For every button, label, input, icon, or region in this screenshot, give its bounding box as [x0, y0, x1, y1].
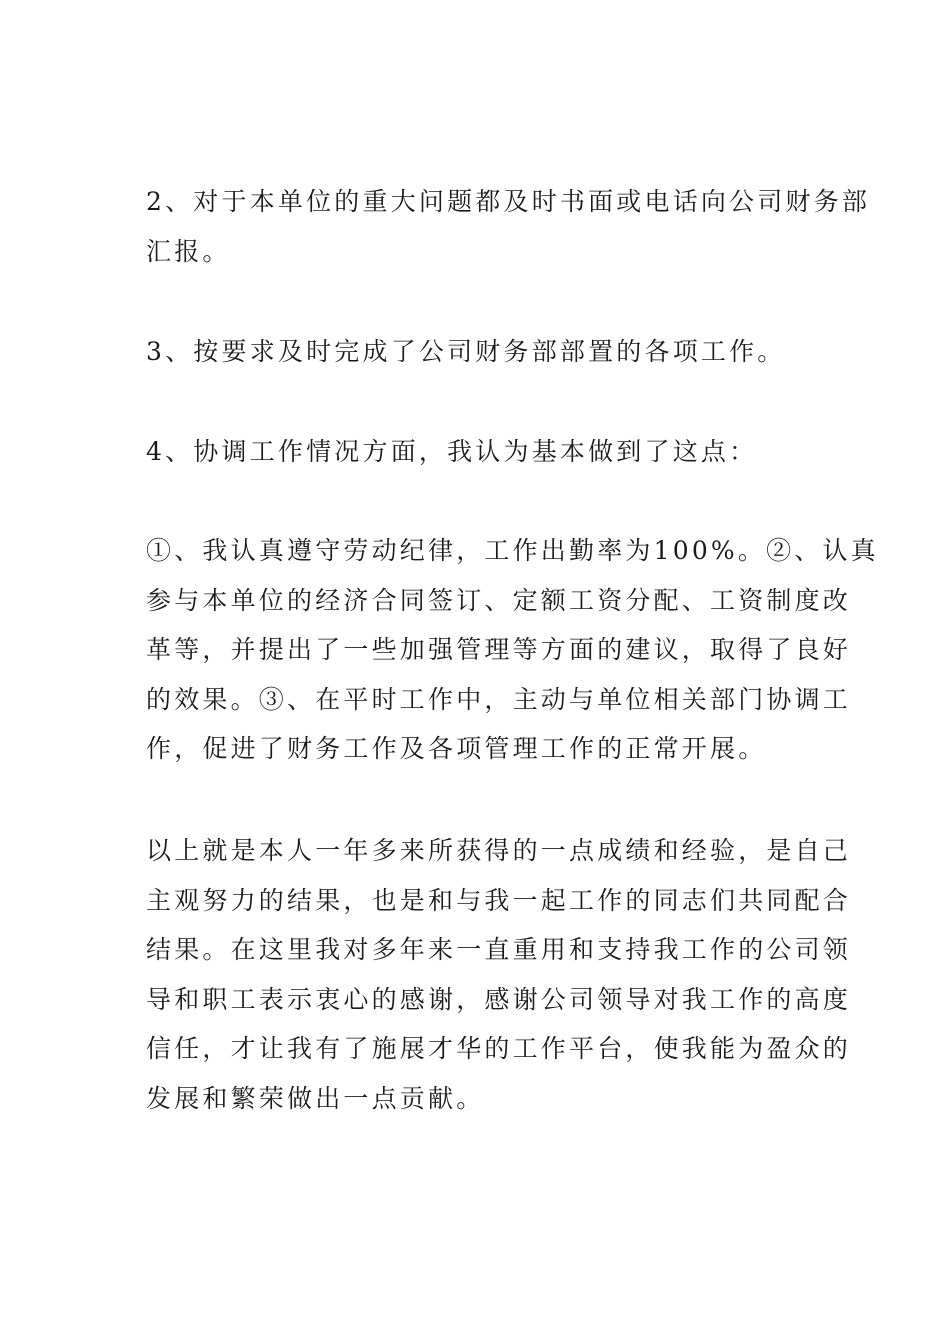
paragraph-line: 2、对于本单位的重大问题都及时书面或电话向公司财务部: [146, 187, 871, 216]
paragraph-line: 汇报。: [146, 236, 231, 266]
paragraph-conclusion: [146, 826, 852, 1123]
paragraph-line: ①、我认真遵守劳动纪律，工作出勤率为100%。②、认真: [146, 536, 879, 565]
paragraph-line: 4、协调工作情况方面，我认为基本做到了这点：: [146, 437, 758, 466]
paragraph-line: 革等，并提出了一些加强管理等方面的建议，取得了良好: [146, 635, 852, 664]
paragraph-item-2: [146, 177, 871, 276]
paragraph-item-3: [146, 327, 811, 377]
paragraph-line: 以上就是本人一年多来所获得的一点成绩和经验，是自己: [146, 836, 852, 865]
paragraph-line: 信任，才让我有了施展才华的工作平台，使我能为盈众的: [146, 1034, 852, 1063]
paragraph-line: 参与本单位的经济合同签订、定额工资分配、工资制度改: [146, 585, 852, 615]
paragraph-line: 主观努力的结果，也是和与我一起工作的同志们共同配合: [146, 885, 852, 915]
paragraph-line: 3、按要求及时完成了公司财务部部置的各项工作。: [146, 337, 786, 366]
paragraph-line: 发展和繁荣做出一点贡献。: [146, 1083, 485, 1113]
paragraph-line: 的效果。③、在平时工作中，主动与单位相关部门协调工: [146, 684, 852, 714]
paragraph-item-4: [146, 427, 811, 477]
paragraph-line: 结果。在这里我对多年来一直重用和支持我工作的公司领: [146, 935, 852, 964]
paragraph-detail: [146, 526, 879, 774]
paragraph-line: 导和职工表示衷心的感谢，感谢公司领导对我工作的高度: [146, 984, 852, 1014]
paragraph-line: 作，促进了财务工作及各项管理工作的正常开展。: [146, 734, 767, 763]
